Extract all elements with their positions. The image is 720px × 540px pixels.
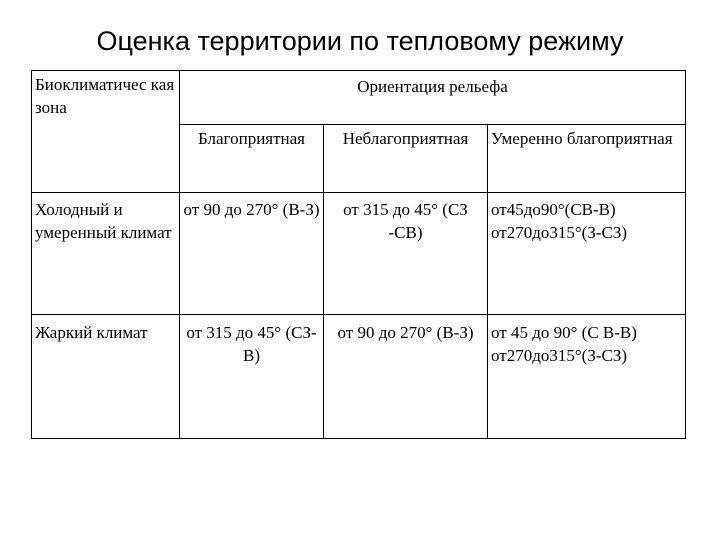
slide-title: Оценка территории по тепловому режиму [96, 26, 624, 56]
orientation-header: Ориентация рельефа [357, 77, 508, 96]
row-favorable: от 90 до 270° (В-З) [180, 193, 324, 315]
orientation-header-cell [180, 71, 686, 125]
subheader-unfavorable: Неблагоприятная [324, 125, 488, 193]
table-row [32, 193, 686, 315]
row-zone: Холодный и умеренный климат [32, 193, 180, 315]
table-header-row [32, 71, 686, 125]
row-zone: Жаркий климат [32, 315, 180, 439]
thermal-regime-table [31, 70, 686, 439]
zone-header: Биоклиматичес кая зона [35, 75, 175, 117]
subheader-moderate: Умеренно благоприятная [488, 125, 686, 193]
row-favorable: от 315 до 45° (СЗ-В) [180, 315, 324, 439]
zone-header-cell [32, 71, 180, 193]
subheader-favorable: Благоприятная [180, 125, 324, 193]
row-unfavorable: от 315 до 45° (СЗ -СВ) [324, 193, 488, 315]
row-moderate: от45до90°(СВ-В) от270до315°(З-СЗ) [488, 193, 686, 315]
row-moderate: от 45 до 90° (С В-В) от270до315°(З-СЗ) [488, 315, 686, 439]
table-row [32, 315, 686, 439]
row-unfavorable: от 90 до 270° (В-З) [324, 315, 488, 439]
